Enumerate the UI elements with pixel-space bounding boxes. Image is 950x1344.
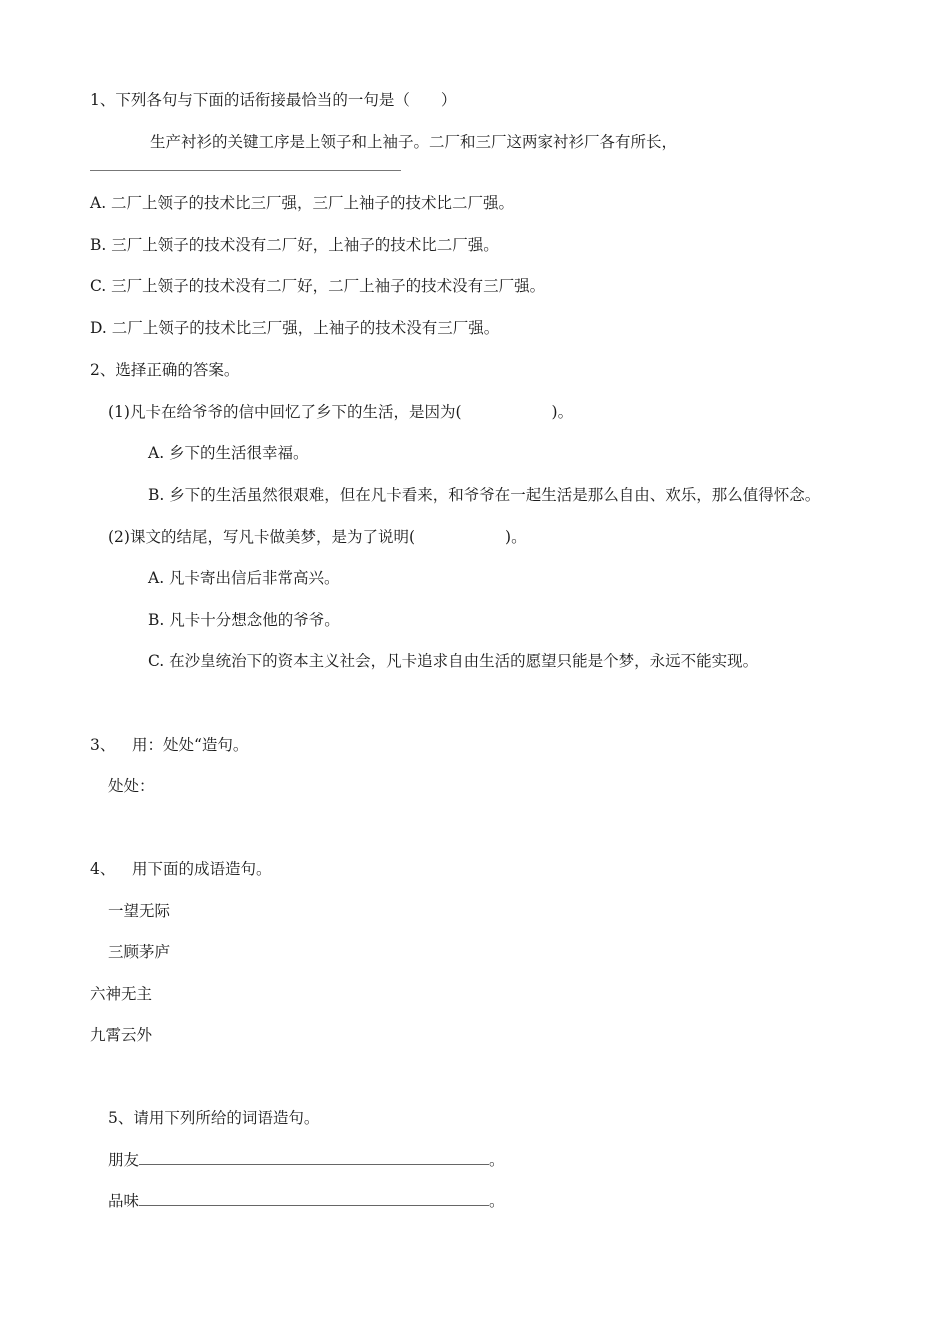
q1-stem: 1、下列各句与下面的话衔接最恰当的一句是（ ） — [90, 91, 457, 109]
q5-line — [108, 1150, 505, 1170]
q4-idiom: 六神无主 — [90, 985, 153, 1003]
q3-word: 处处： — [108, 777, 155, 795]
q2-sub1-option-b: B. 乡下的生活虽然很艰难，但在凡卡看来，和爷爷在一起生活是那么自由、欢乐，那么值得怀念。 — [148, 486, 821, 504]
q5-word: 朋友 — [108, 1151, 140, 1169]
q1-passage: 生产衬衫的关键工序是上领子和上袖子。二厂和三厂这两家衬衫厂各有所长， — [150, 133, 678, 151]
q5-end-mark: 。 — [489, 1151, 505, 1169]
q5-answer-blank[interactable] — [139, 1150, 489, 1165]
q2-title: 2、选择正确的答案。 — [90, 361, 240, 379]
q2-sub2-option-a: A. 凡卡寄出信后非常高兴。 — [148, 569, 340, 587]
q2-sub1-option-a: A. 乡下的生活很幸福。 — [148, 444, 309, 462]
q5-end-mark: 。 — [489, 1192, 505, 1210]
q1-answer-line[interactable] — [90, 170, 401, 171]
q4-idiom: 九霄云外 — [90, 1026, 153, 1044]
q1-option-d: D. 二厂上领子的技术比三厂强，上袖子的技术没有三厂强。 — [90, 319, 500, 337]
q4-idiom: 三顾茅庐 — [108, 943, 171, 961]
q5-word: 品味 — [108, 1192, 140, 1210]
q5-line — [108, 1191, 505, 1211]
q2-sub2-stem-after: )。 — [505, 528, 527, 546]
q4-number: 4、 — [90, 860, 116, 878]
q1-option-b: B. 三厂上领子的技术没有二厂好，上袖子的技术比二厂强。 — [90, 236, 499, 254]
q3-number: 3、 — [90, 736, 116, 754]
q2-sub1-stem-before: (1)凡卡在给爷爷的信中回忆了乡下的生活，是因为( — [108, 403, 462, 421]
q4-title: 用下面的成语造句。 — [132, 860, 272, 878]
q5-title: 5、请用下列所给的词语造句。 — [108, 1109, 320, 1127]
q2-sub1-stem-after: )。 — [551, 403, 574, 421]
q3-title: 用：处处“造句。 — [132, 736, 249, 754]
q2-sub2-stem — [108, 527, 527, 547]
q4-idiom: 一望无际 — [108, 902, 171, 920]
q2-sub2-option-c: C. 在沙皇统治下的资本主义社会，凡卡追求自由生活的愿望只能是个梦，永远不能实现。 — [148, 652, 759, 670]
q5-answer-blank[interactable] — [139, 1191, 489, 1206]
q1-option-c: C. 三厂上领子的技术没有二厂好，二厂上袖子的技术没有三厂强。 — [90, 277, 546, 295]
q2-sub2-stem-before: (2)课文的结尾，写凡卡做美梦，是为了说明( — [108, 528, 416, 546]
q2-sub1-stem — [108, 402, 573, 422]
q1-option-a: A. 二厂上领子的技术比三厂强，三厂上袖子的技术比二厂强。 — [90, 194, 515, 212]
q2-sub2-option-b: B. 凡卡十分想念他的爷爷。 — [148, 611, 340, 629]
